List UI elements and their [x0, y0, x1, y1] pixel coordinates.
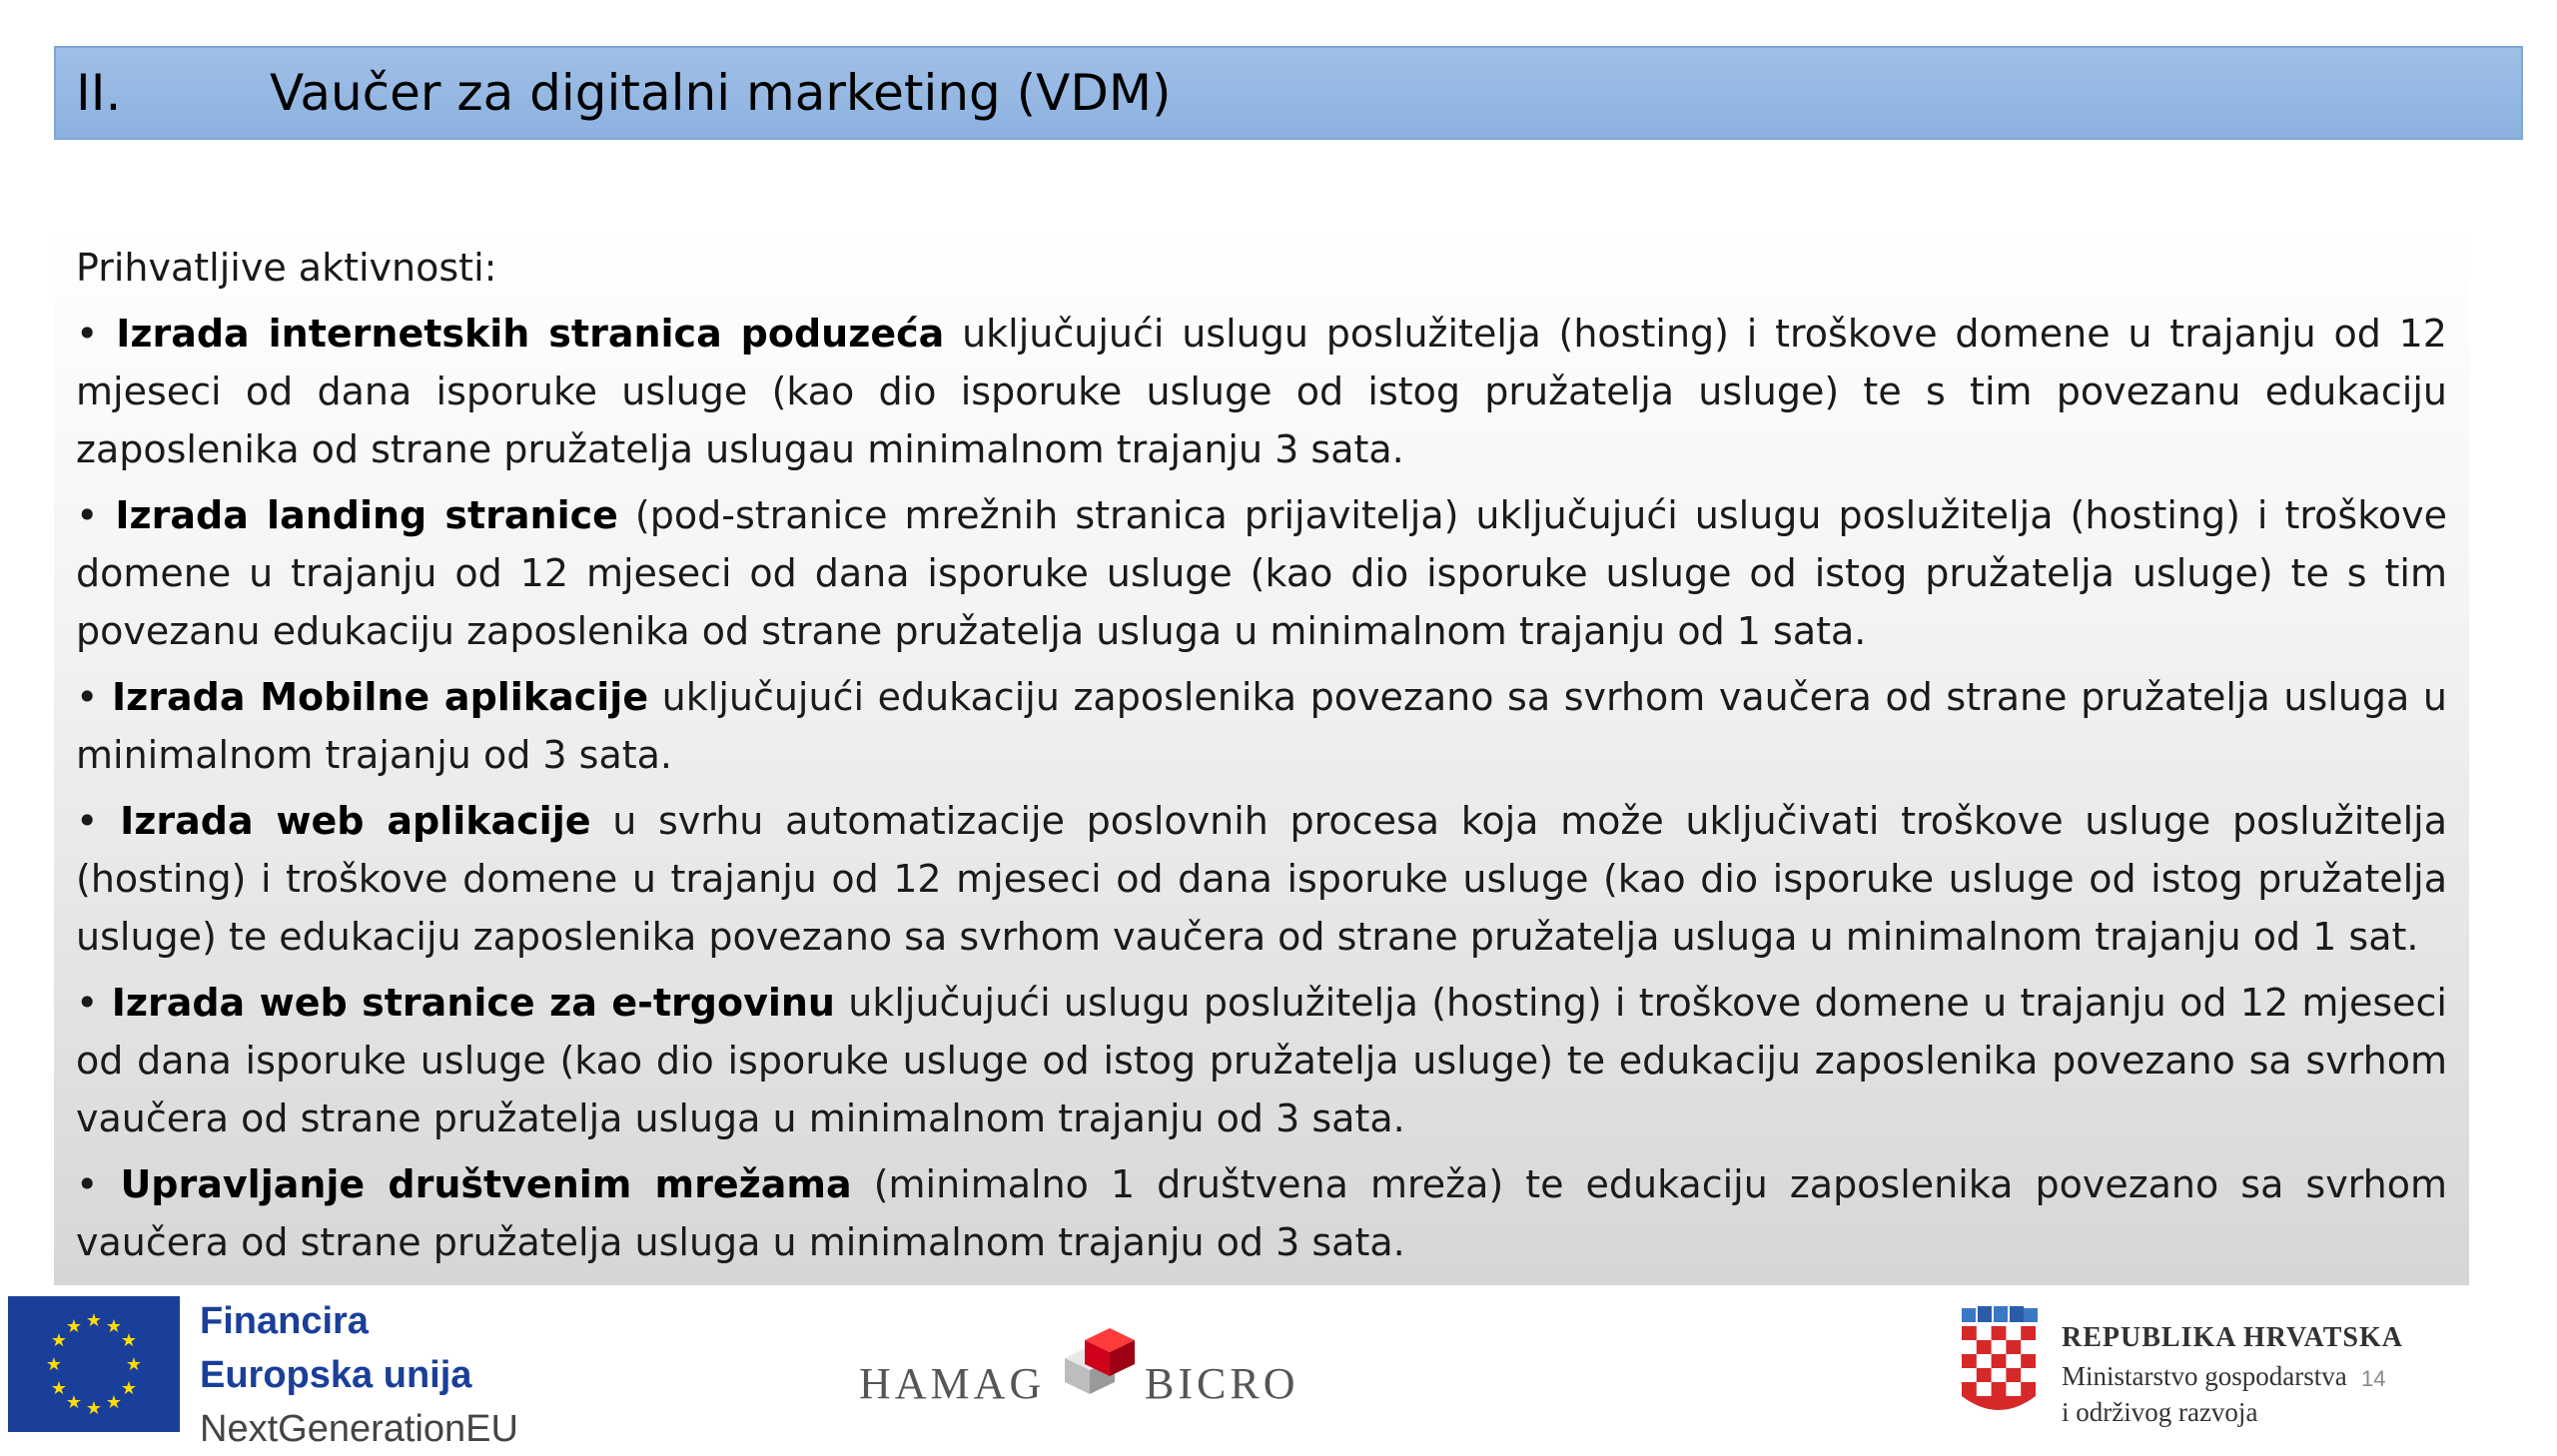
item-title: Izrada landing stranice [115, 493, 618, 537]
item-text: u svrhu automatizacije poslovnih procesa koja može uključivati troškove usluge poslužitelja (hosting) i troškove domene u trajanju od 12 mjeseci od dana isporuke usluge (kao dio isporuke usluge od istog pružatelja usluge) te edukaciju zaposlenika povezano sa svrhom vaučera od strane pružatelja usluga u minimalnom trajanju od 1 sat. [76, 799, 2447, 959]
republic-title: REPUBLIKA HRVATSKA [2062, 1322, 2403, 1353]
svg-text:★: ★ [65, 1316, 83, 1337]
bullet: • [76, 981, 99, 1025]
eu-line-2: Europska unija [200, 1354, 472, 1396]
intro-text: Prihvatljive aktivnosti: [76, 246, 497, 290]
eu-flag-icon [8, 1296, 180, 1432]
list-item [76, 668, 2447, 784]
item-text: uključujući edukaciju zaposlenika povezano sa svrhom vaučera od strane pružatelja usluga u minimalnom trajanju od 3 sata. [76, 675, 2447, 777]
ministry-text [2062, 1318, 2403, 1430]
eu-line-3: NextGenerationEU [200, 1408, 518, 1450]
svg-text:★: ★ [125, 1354, 143, 1375]
svg-text:★: ★ [105, 1392, 123, 1413]
item-text: uključujući uslugu poslužitelja (hosting) i troškove domene u trajanju od 12 mjeseci od dana isporuke usluge (kao dio isporuke usluge od istog pružatelja usluge) te edukaciju zaposlenika povezano sa svrhom vaučera od strane pružatelja usluga u minimalnom trajanju od 3 sata. [76, 981, 2447, 1140]
item-title: Izrada internetskih stranica poduzeća [116, 312, 945, 356]
bicro-text: BICRO [1145, 1359, 1299, 1408]
item-title: Izrada web stranice za e-trgovinu [111, 981, 835, 1025]
slide-title-bar [54, 46, 2523, 140]
ministry-line-2: i održivog razvoja [2062, 1397, 2258, 1427]
svg-text:★: ★ [65, 1392, 83, 1413]
list-item [76, 305, 2447, 478]
item-text: (pod-stranice mrežnih stranica prijavitelja) uključujući uslugu poslužitelja (hosting) i troškove domene u trajanju od 12 mjeseci od dana isporuke usluge (kao dio isporuke usluge od istog pružatelja usluge) te s tim povezanu edukaciju zaposlenika od strane pružatelja usluga u minimalnom trajanju od 1 sata. [76, 493, 2447, 653]
cubes-icon [1035, 1328, 1145, 1408]
svg-text:★: ★ [120, 1330, 138, 1351]
list-item [76, 792, 2447, 966]
svg-text:★: ★ [50, 1378, 68, 1399]
bullet: • [76, 493, 99, 537]
hamag-text: HAMAG [859, 1359, 1046, 1408]
bullet: • [76, 675, 99, 719]
content-box [54, 225, 2469, 1285]
svg-text:★: ★ [105, 1316, 123, 1337]
hamag-bicro-logo [859, 1328, 1318, 1428]
page-number: 14 [2361, 1366, 2386, 1391]
item-title: Izrada Mobilne aplikacije [112, 675, 649, 719]
svg-text:★: ★ [120, 1378, 138, 1399]
item-text: (minimalno 1 društvena mreža) te edukaciju zaposlenika povezano sa svrhom vaučera od strane pružatelja usluga u minimalnom trajanju od 3 sata. [76, 1162, 2447, 1264]
item-title: Izrada web aplikacije [120, 799, 591, 843]
footer [0, 1288, 2557, 1450]
croatian-crest-icon [1958, 1306, 2040, 1416]
ministry-line-1: Ministarstvo gospodarstva [2062, 1361, 2347, 1391]
list-item [76, 486, 2447, 660]
svg-text:★: ★ [85, 1310, 103, 1331]
svg-text:★: ★ [45, 1354, 63, 1375]
eu-funding-text [200, 1294, 518, 1456]
list-item [76, 974, 2447, 1147]
section-number: II. [76, 64, 122, 122]
eu-stars [8, 1296, 180, 1432]
eu-line-1: Financira [200, 1300, 369, 1342]
bullet: • [76, 312, 99, 356]
item-text: uključujući uslugu poslužitelja (hosting) i troškove domene u trajanju od 12 mjeseci od dana isporuke usluge (kao dio isporuke usluge od istog pružatelja usluge) te s tim povezanu edukaciju zaposlenika od strane pružatelja uslugau minimalnom trajanju 3 sata. [76, 312, 2447, 471]
slide-title: Vaučer za digitalni marketing (VDM) [270, 64, 1172, 122]
list-item [76, 1155, 2447, 1271]
svg-text:★: ★ [50, 1330, 68, 1351]
svg-text:★: ★ [85, 1398, 103, 1419]
bullet: • [76, 1162, 99, 1206]
bullet: • [76, 799, 99, 843]
item-title: Upravljanje društvenim mrežama [120, 1162, 852, 1206]
